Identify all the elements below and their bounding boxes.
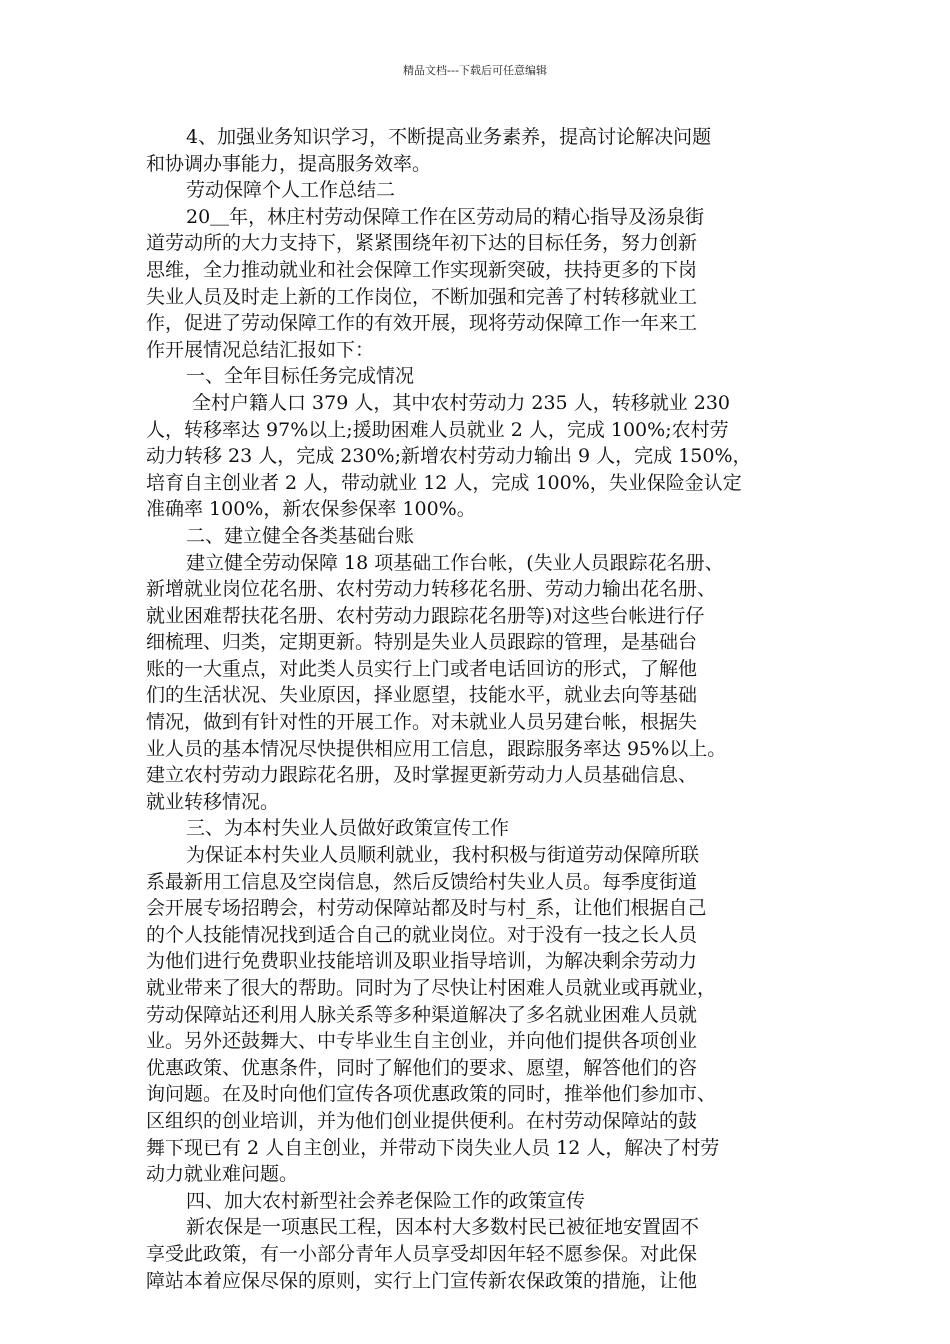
text-line: 就业困难帮扶花名册、农村劳动力跟踪花名册等)对这些台帐进行仔 — [146, 604, 705, 627]
text-line: 细梳理、归类，定期更新。特别是失业人员跟踪的管理，是基础台 — [146, 631, 698, 654]
text-line: 思维，全力推动就业和社会保障工作实现新突破，扶持更多的下岗 — [146, 258, 698, 281]
text-line: 动力就业难问题。 — [146, 1163, 299, 1186]
text-line: 舞下现已有 2 人自主创业，并带动下岗失业人员 12 人，解决了村劳 — [146, 1136, 720, 1159]
text-line: 优惠政策、优惠条件，同时了解他们的要求、愿望，解答他们的咨 — [146, 1056, 698, 1079]
section-heading: 四、加大农村新型社会养老保险工作的政策宣传 — [186, 1189, 586, 1212]
text-line: 动力转移 23 人，完成 230%;新增农村劳动力输出 9 人，完成 150%， — [146, 445, 752, 468]
text-line: 作，促进了劳动保障工作的有效开展，现将劳动保障工作一年来工 — [146, 312, 698, 335]
text-line: 作开展情况总结汇报如下： — [146, 338, 375, 361]
text-line: 系最新用工信息及空岗信息，然后反馈给村失业人员。每季度街道 — [146, 870, 698, 893]
section-heading: 一、全年目标任务完成情况 — [186, 365, 415, 388]
section-heading: 二、建立健全各类基础台账 — [186, 524, 415, 547]
text-line: 建立健全劳动保障 18 项基础工作台帐，(失业人员跟踪花名册、 — [186, 551, 724, 574]
text-line: 为他们进行免费职业技能培训及职业指导培训，为解决剩余劳动力 — [146, 950, 698, 973]
text-line: 障站本着应保尽保的原则，实行上门宣传新农保政策的措施，让他 — [146, 1269, 698, 1292]
text-line: 业。另外还鼓舞大、中专毕业生自主创业，并向他们提供各项创业 — [146, 1030, 698, 1053]
text-line: 道劳动所的大力支持下，紧紧围绕年初下达的目标任务，努力创新 — [146, 232, 698, 255]
text-line: 新农保是一项惠民工程，因本村大多数村民已被征地安置固不 — [186, 1216, 700, 1239]
text-line: 情况，做到有针对性的开展工作。对未就业人员另建台帐，根据失 — [146, 711, 698, 734]
text-line: 失业人员及时走上新的工作岗位，不断加强和完善了村转移就业工 — [146, 285, 698, 308]
text-line: 全村户籍人口 379 人，其中农村劳动力 235 人，转移就业 230 — [192, 391, 730, 414]
section-heading: 三、为本村失业人员做好政策宣传工作 — [186, 817, 510, 840]
text-line: 培育自主创业者 2 人，带动就业 12 人，完成 100%，失业保险金认定 — [146, 471, 742, 494]
text-line: 们的生活状况、失业原因，择业愿望，技能水平，就业去向等基础 — [146, 684, 698, 707]
text-line: 准确率 100%，新农保参保率 100%。 — [146, 498, 476, 521]
text-line: 账的一大重点，对此类人员实行上门或者电话回访的形式，了解他 — [146, 657, 698, 680]
text-line: 的个人技能情况找到适合自己的就业岗位。对于没有一技之长人员 — [146, 923, 698, 946]
page-header: 精品文档---下载后可任意编辑 — [403, 64, 547, 77]
section-heading: 劳动保障个人工作总结二 — [186, 179, 396, 202]
text-line: 新增就业岗位花名册、农村劳动力转移花名册、劳动力输出花名册、 — [146, 578, 717, 601]
text-line: 业人员的基本情况尽快提供相应用工信息，跟踪服务率达 95%以上。 — [146, 737, 727, 760]
text-line: 为保证本村失业人员顺利就业，我村积极与街道劳动保障所联 — [186, 844, 700, 867]
text-line: 询问题。在及时向他们宣传各项优惠政策的同时，推举他们参加市、 — [146, 1083, 717, 1106]
text-line: 4、加强业务知识学习，不断提高业务素养，提高讨论解决问题 — [186, 126, 712, 148]
text-line: 区组织的创业培训，并为他们创业提供便利。在村劳动保障站的鼓 — [146, 1109, 698, 1132]
text-line: 和协调办事能力，提高服务效率。 — [146, 152, 432, 175]
text-line: 就业转移情况。 — [146, 790, 280, 813]
text-line: 人，转移率达 97%以上;援助困难人员就业 2 人，完成 100%;农村劳 — [146, 418, 729, 441]
document-body — [146, 124, 826, 1294]
text-line: 20＿年，林庄村劳动保障工作在区劳动局的精心指导及汤泉街 — [186, 205, 705, 228]
text-line: 建立农村劳动力跟踪花名册，及时掌握更新劳动力人员基础信息、 — [146, 764, 698, 787]
text-line: 就业带来了很大的帮助。同时为了尽快让村困难人员就业或再就业， — [146, 977, 717, 999]
text-line: 劳动保障站还利用人脉关系等多种渠道解决了多名就业困难人员就 — [146, 1003, 698, 1026]
text-line: 享受此政策，有一小部分青年人员享受却因年轻不愿参保。对此保 — [146, 1242, 698, 1265]
text-line: 会开展专场招聘会，村劳动保障站都及时与村_系，让他们根据自己 — [146, 897, 707, 920]
